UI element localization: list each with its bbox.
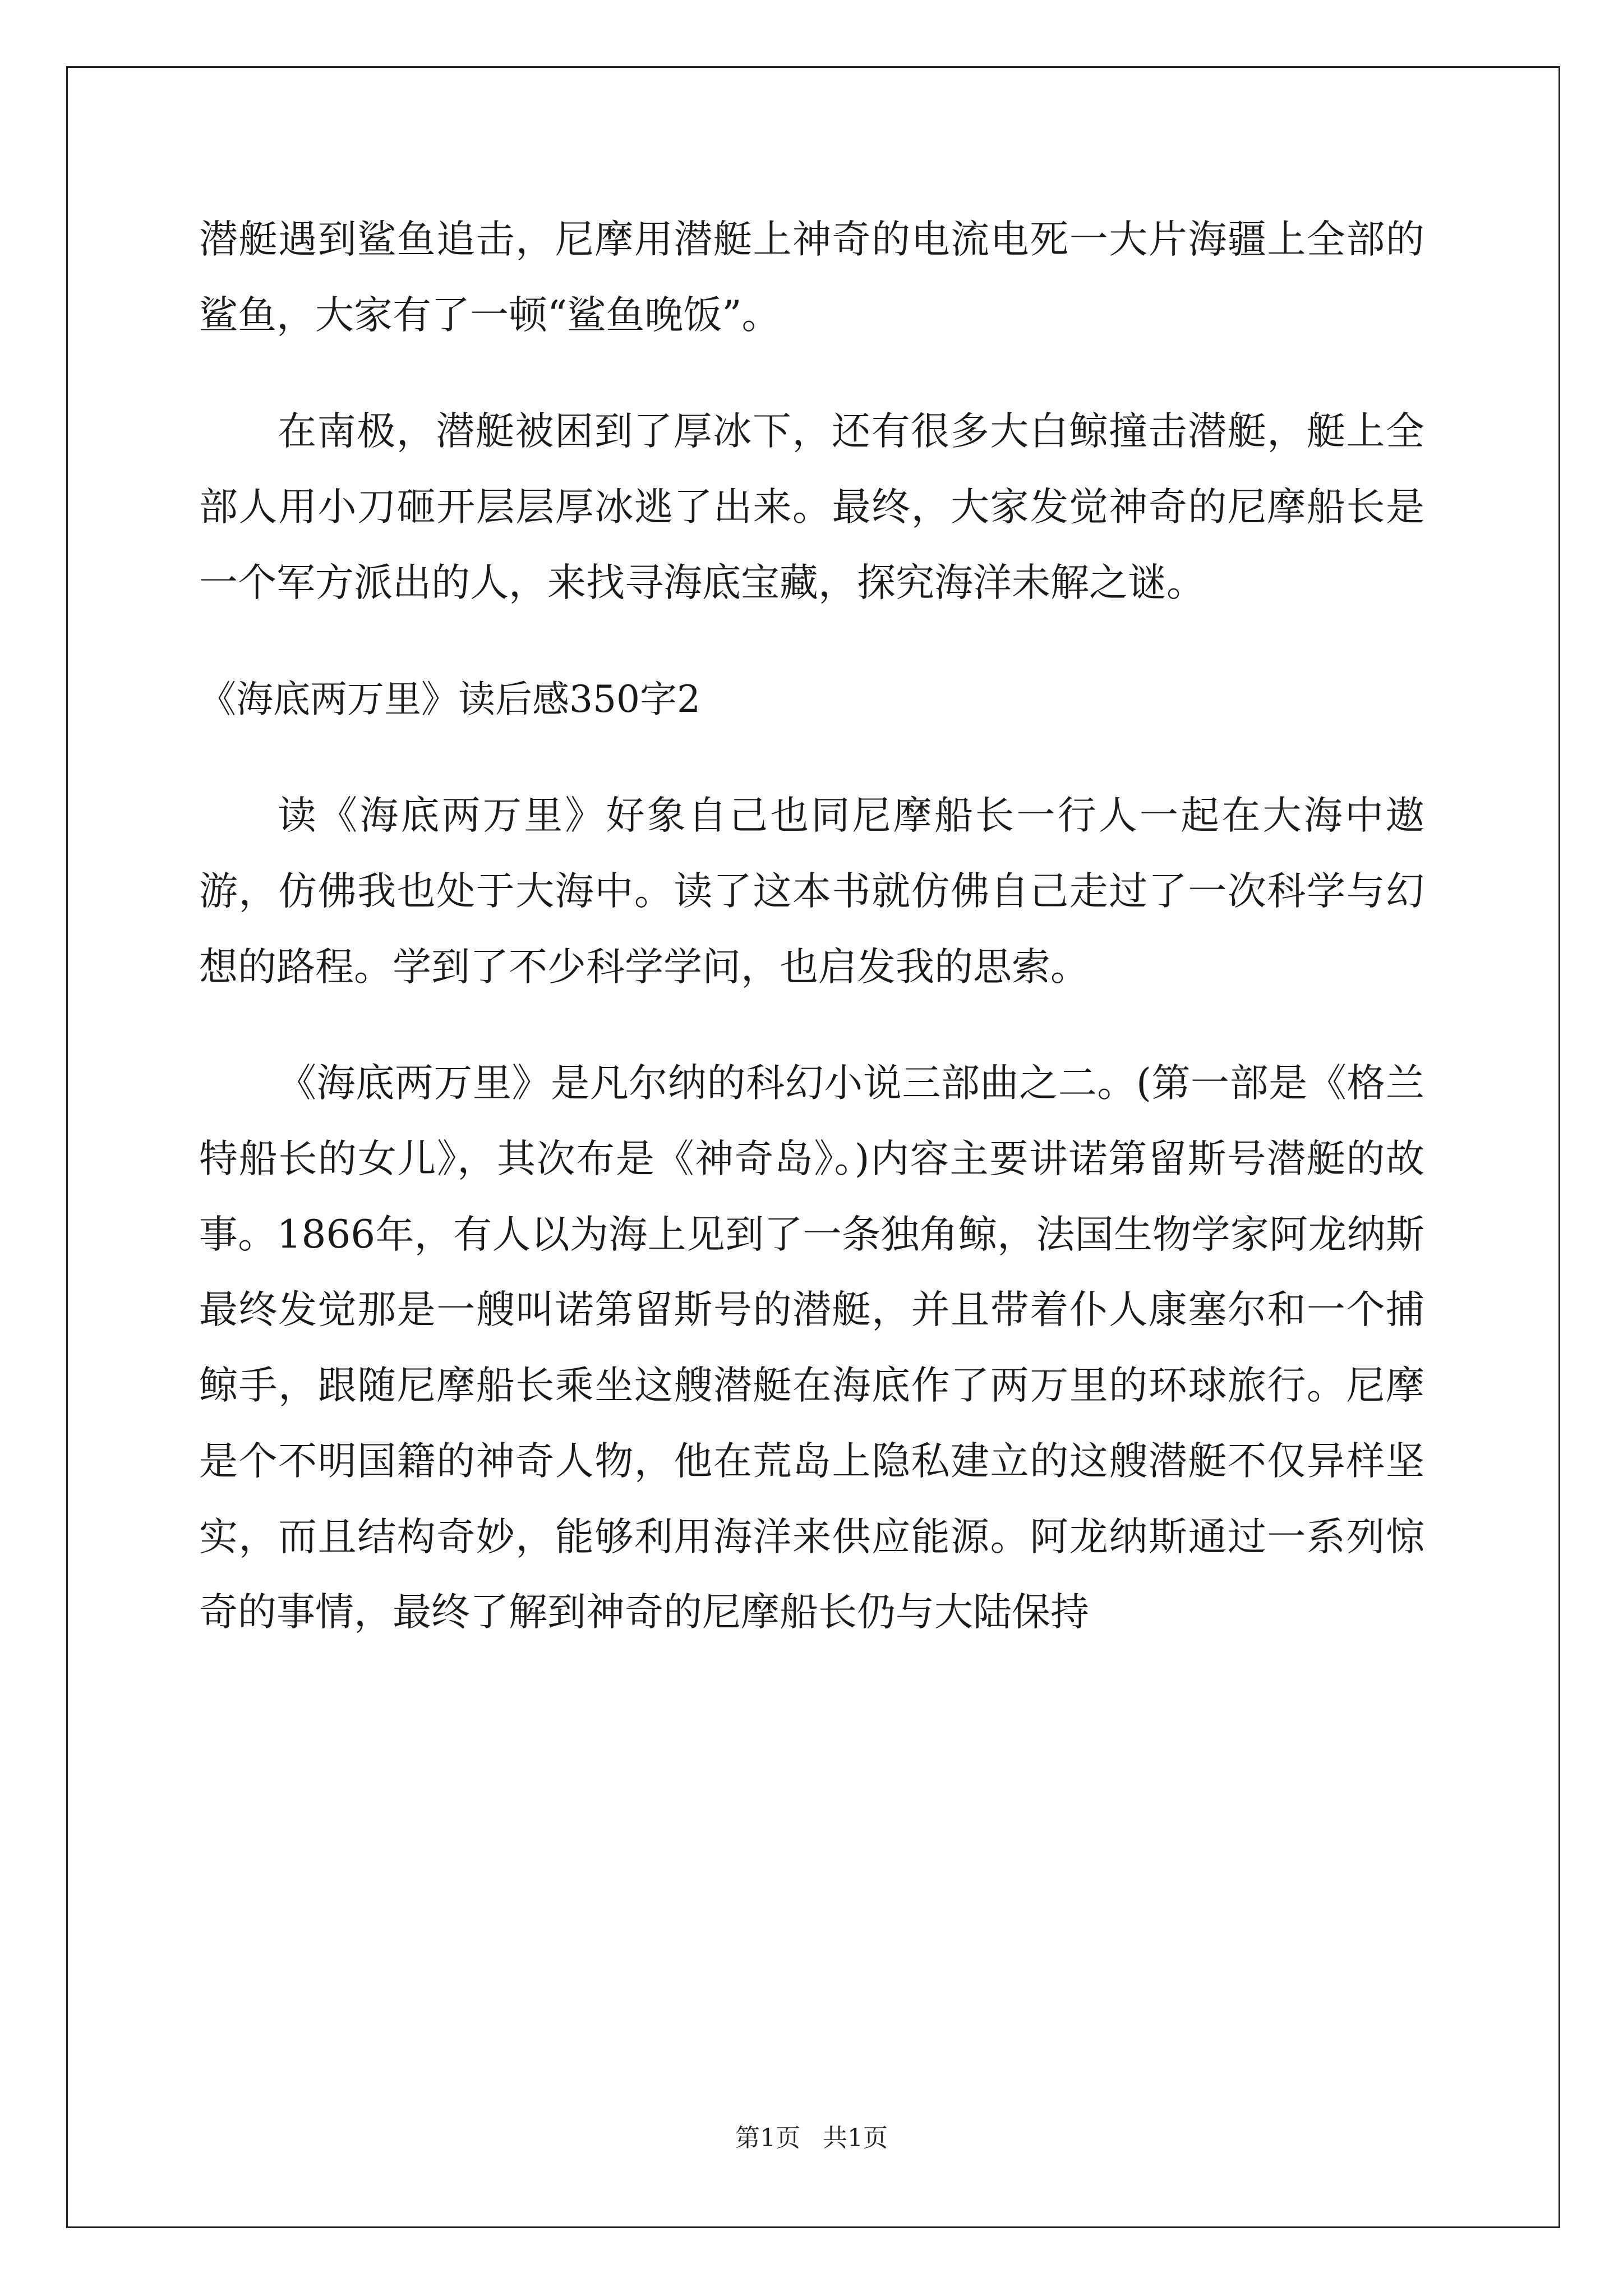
- section-heading: 《海底两万里》读后感350字2: [199, 677, 700, 721]
- page-footer: [0, 2122, 1623, 2155]
- page-total: 共1页: [823, 2124, 888, 2152]
- paragraph-continuation: 潜艇遇到鲨鱼追击，尼摩用潜艇上神奇的电流电死一大片海疆上全部的鲨鱼，大家有了一顿“鲨鱼晚饭”。: [199, 217, 1424, 338]
- paragraph-summary: 《海底两万里》是凡尔纳的科幻小说三部曲之二。(第一部是《格兰特船长的女儿》，其次布是《神奇岛》。)内容主要讲诺第留斯号潜艇的故事。1866年，有人以为海上见到了一条独角鲸，法国生物学家阿龙纳斯最终发觉那是一艘叫诺第留斯号的潜艇，并且带着仆人康塞尔和一个捕鲸手，跟随尼摩船长乘坐这艘潜艇在海底作了两万里的环球旅行。尼摩是个不明国籍的神奇人物，他在荒岛上隐私建立的这艘潜艇不仅异样坚实，而且结构奇妙，能够利用海洋来供应能源。阿龙纳斯通过一系列惊奇的事情，最终了解到神奇的尼摩船长仍与大陆保持: [199, 1061, 1424, 1635]
- page-number: 第1页: [735, 2124, 800, 2152]
- paragraph-reading: 读《海底两万里》好象自己也同尼摩船长一行人一起在大海中遨游，仿佛我也处于大海中。读了这本书就仿佛自己走过了一次科学与幻想的路程。学到了不少科学学问，也启发我的思索。: [199, 793, 1424, 990]
- paragraph-antarctic: 在南极，潜艇被困到了厚冰下，还有很多大白鲸撞击潜艇，艇上全部人用小刀砸开层层厚冰逃了出来。最终，大家发觉神奇的尼摩船长是一个军方派出的人，来找寻海底宝藏，探究海洋未解之谜。: [199, 409, 1424, 605]
- document-body: [199, 202, 1424, 1650]
